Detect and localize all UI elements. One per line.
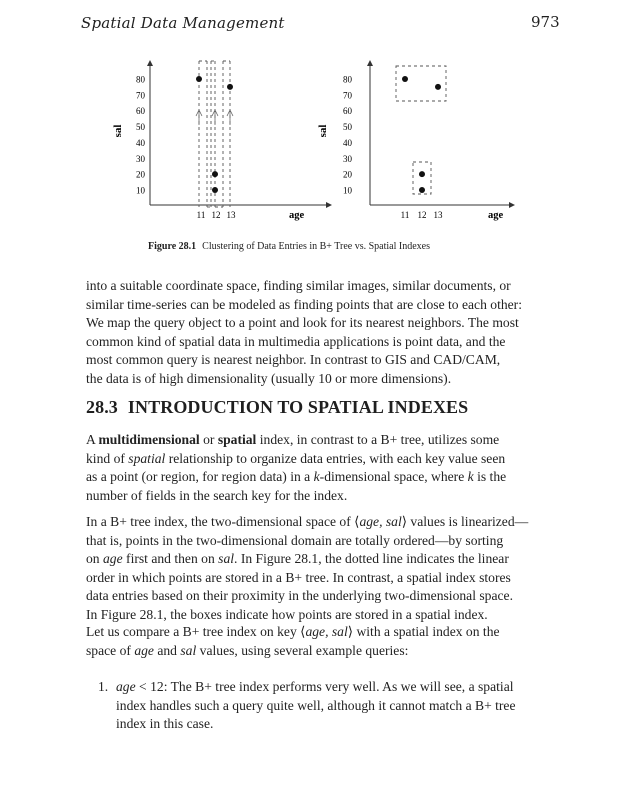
figure-28-1 [0,0,618,240]
text-run: kind of [86,450,129,466]
y-tick-label: 50 [343,122,352,133]
data-point [212,171,218,177]
text-line: similar time-series can be modeled as finding points that are close to each other: [86,296,522,312]
x-axis-label: age [289,210,305,221]
term-spatial: spatial [217,432,257,447]
y-tick-label: 80 [343,74,352,85]
linear-order-path [199,61,230,207]
text-line: We map the query object to a point and look for its nearest neighbors. The most [86,315,519,331]
text-line: index handles such a query quite well, although it cannot match a B+ tree [116,697,516,713]
text-line [86,468,506,487]
x-axis-label: age [488,210,504,221]
x-tick-label: 12 [417,210,427,220]
x-tick-label: 13 [433,210,443,220]
y-tick-label: 10 [343,185,352,196]
text-run: index, in contrast to a B+ tree, utilizes some [256,432,500,447]
text-line [86,431,506,450]
text-line [86,642,500,661]
y-tick-label: 40 [343,137,352,148]
x-tick-label: 11 [400,210,410,220]
x-tick-label: 11 [196,210,206,220]
x-axis-arrow [326,202,332,208]
y-tick-label: 50 [136,122,145,133]
x-tick-label: 13 [226,210,236,220]
data-point [227,84,233,90]
y-axis-label: sal [317,124,329,138]
text-run: values, using several example queries: [196,642,409,658]
section-heading [86,397,468,418]
text-run: In a B+ tree index, the two-dimensional space of ⟨ [86,514,360,529]
intro-paragraph [86,277,522,389]
figure-caption-label: Figure 28.1 [148,241,197,252]
math-var: sal [180,642,197,658]
y-tick-label: 60 [343,106,352,117]
data-point [212,187,218,193]
text-line: number of fields in the search key for the index. [86,487,348,503]
y-axis-arrow [147,60,153,66]
list-item [116,678,516,734]
y-tick-label: 30 [136,153,145,164]
running-header-title: Spatial Data Management [81,14,285,32]
emphasis: spatial [128,450,166,466]
spatial-box-upper [396,66,446,101]
math-var: age [116,679,136,694]
text-run: -dimensional space, where [319,469,468,485]
text-line: the data is of high dimensionality (usually 10 or more dimensions). [86,370,452,386]
text-run: or [199,432,218,447]
chart-left [112,60,332,221]
text-run: relationship to organize data entries, with each key value seen [165,450,506,466]
text-line: data entries based on their proximity in the underlying two-dimensional space. [86,588,513,604]
data-point [419,171,425,177]
order-arrows [196,110,233,125]
text-line [86,513,528,532]
math-var: age [134,642,154,658]
data-point [435,84,441,90]
text-run: < 12: The B+ tree index performs very well. As we will see, a spatial [135,679,514,694]
text-line [86,450,506,469]
text-run: ⟩ values is linearized— [401,514,529,529]
text-run: is the [473,469,507,485]
text-run: space of [86,642,135,658]
chart-right [317,60,515,221]
text-line [86,550,528,569]
text-line: In Figure 28.1, the boxes indicate how points are stored in a spatial index. [86,606,488,622]
math-var: k [467,469,474,485]
data-point [419,187,425,193]
math-var: age, sal [305,624,348,639]
y-axis-label: sal [112,124,124,138]
y-tick-label: 40 [136,137,145,148]
list-item-number: 1. [98,679,109,694]
section-number: 28.3 [86,397,118,417]
page-number: 973 [531,13,560,31]
text-line: most common query is nearest neighbor. In contrast to GIS and CAD/CAM, [86,352,501,368]
paragraph-compare [86,623,500,660]
text-line [116,678,516,697]
math-var: age [103,551,123,567]
y-axis-arrow [367,60,373,66]
data-point [196,76,202,82]
math-var: k [313,469,320,485]
text-run: ⟩ with a spatial index on the [347,624,500,639]
term-multidimensional: multidimensional [98,432,200,447]
figure-caption-text: Clustering of Data Entries in B+ Tree vs. Spatial Indexes [202,241,430,252]
text-line: order in which points are stored in a B+ tree. In contrast, a spatial index stores [86,569,511,585]
y-tick-label: 70 [343,90,352,101]
text-run: Let us compare a B+ tree index on key ⟨ [86,624,306,639]
x-axis-arrow [509,202,515,208]
math-var: sal [218,551,235,567]
figure-caption [148,241,430,252]
text-line: that is, points in the two-dimensional domain are totally ordered—by sorting [86,532,504,548]
text-line: into a suitable coordinate space, finding similar images, similar documents, or [86,278,511,293]
x-tick-label: 12 [211,210,221,220]
y-tick-label: 20 [343,169,352,180]
paragraph-multidimensional [86,431,506,505]
text-line: index in this case. [116,716,214,732]
text-run: first and then on [122,551,219,567]
math-var: age, sal [359,514,402,529]
y-tick-label: 30 [343,153,352,164]
y-tick-label: 60 [136,106,145,117]
y-tick-label: 10 [136,185,145,196]
text-run: on [86,551,103,567]
paragraph-bplus-linearized [86,513,528,625]
text-run: and [153,642,181,658]
y-tick-label: 70 [136,90,145,101]
text-run: . In Figure 28.1, the dotted line indicates the linear [234,551,509,567]
data-point [402,76,408,82]
text-run: A [86,432,99,447]
y-tick-label: 20 [136,169,145,180]
text-line [86,623,500,642]
y-tick-label: 80 [136,74,145,85]
section-title: INTRODUCTION TO SPATIAL INDEXES [127,397,469,417]
text-run: as a point (or region, for region data) in a [86,469,314,485]
text-line: common kind of spatial data in multimedia applications is point data, and the [86,333,506,349]
